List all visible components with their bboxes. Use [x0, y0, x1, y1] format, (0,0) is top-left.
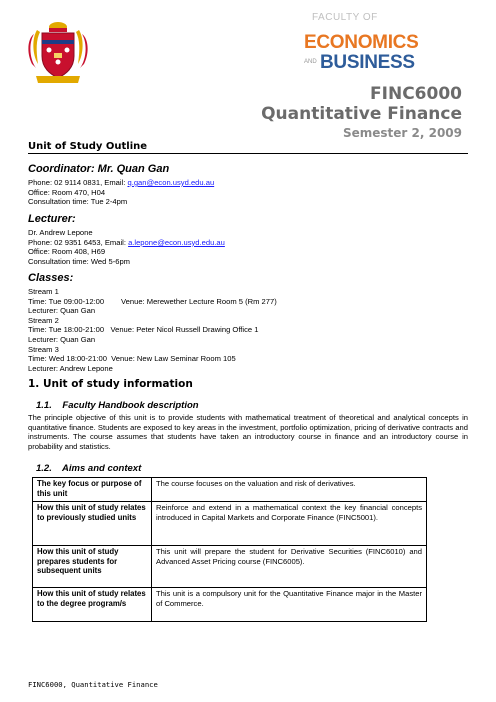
- lecturer-name: Dr. Andrew Lepone: [28, 228, 93, 237]
- university-crest-logo: [28, 20, 88, 86]
- aims-key: How this unit of study relates to the degree program/s: [33, 588, 152, 622]
- classes-line: Time: Tue 09:00-12:00 Venue: Merewether Lecture Room 5 (Rm 277): [28, 296, 277, 306]
- aims-value: Reinforce and extend in a mathematical context the key financial concepts introduced in Capital Markets and Corporate Finance (FINC5001).: [152, 502, 427, 546]
- table-row: [33, 478, 427, 502]
- coordinator-heading: Coordinator: Mr. Quan Gan: [28, 163, 170, 175]
- lecturer-heading: Lecturer:: [28, 213, 76, 225]
- section-1-2-heading: 1.2. Aims and context: [36, 463, 142, 474]
- faculty-logo-economics: ECONOMICS: [304, 32, 419, 53]
- classes-line: Lecturer: Andrew Lepone: [28, 363, 113, 373]
- semester-label: Semester 2, 2009: [342, 126, 462, 140]
- table-row: [33, 546, 427, 588]
- lecturer-phone: Phone: 02 9351 6453, Email:: [28, 237, 129, 247]
- classes-line: Lecturer: Quan Gan: [28, 334, 96, 344]
- aims-key: The key focus or purpose of this unit: [33, 478, 152, 502]
- classes-line: Time: Tue 18:00-21:00 Venue: Peter Nicol Russell Drawing Office 1: [28, 325, 259, 335]
- table-row: [33, 588, 427, 622]
- classes-heading: Classes:: [28, 272, 74, 284]
- aims-value: This unit is a compulsory unit for the Quantitative Finance major in the Master of Commerce.: [152, 588, 427, 622]
- coordinator-email-link[interactable]: q.gan@econ.usyd.edu.au: [127, 178, 215, 187]
- aims-table: [32, 477, 427, 622]
- coordinator-office: Office: Room 470, H04: [28, 187, 106, 197]
- unit-title: Quantitative Finance: [261, 104, 462, 124]
- lecturer-contact: [28, 238, 225, 248]
- classes-line: Time: Wed 18:00-21:00 Venue: New Law Seminar Room 105: [28, 354, 236, 364]
- faculty-logo-and: AND: [304, 59, 317, 65]
- aims-value: This unit will prepare the student for Derivative Securities (FINC6010) and Advanced Asset Pricing course (FINC6005).: [152, 546, 427, 588]
- faculty-logo-business: BUSINESS: [320, 52, 415, 73]
- table-row: [33, 502, 427, 546]
- classes-line: Stream 3: [28, 344, 59, 354]
- lecturer-email-link[interactable]: a.lepone@econ.usyd.edu.au: [128, 237, 225, 247]
- lecturer-consultation: Consultation time: Wed 5-6pm: [28, 256, 131, 266]
- classes-list: [28, 287, 277, 373]
- classes-line: Lecturer: Quan Gan: [28, 306, 96, 316]
- faculty-logo-line1: FACULTY OF: [312, 12, 378, 23]
- classes-line: Stream 1: [28, 287, 59, 296]
- coordinator-consultation: Consultation time: Tue 2-4pm: [28, 197, 128, 207]
- section-1-heading: 1. Unit of study information: [28, 378, 193, 390]
- page-footer: FINC6000, Quantitative Finance: [28, 680, 158, 689]
- classes-line: Stream 2: [28, 315, 59, 325]
- coordinator-contact: [28, 178, 214, 188]
- section-1-1-heading: 1.1. Faculty Handbook description: [36, 400, 199, 411]
- aims-key: How this unit of study prepares students for subsequent units: [33, 546, 152, 588]
- unit-code: FINC6000: [370, 84, 462, 104]
- aims-value: The course focuses on the valuation and risk of derivatives.: [152, 478, 427, 502]
- outline-heading: Unit of Study Outline: [28, 141, 468, 154]
- lecturer-office: Office: Room 408, H69: [28, 247, 106, 257]
- aims-key: How this unit of study relates to previously studied units: [33, 502, 152, 546]
- faculty-logo: [300, 12, 470, 82]
- coordinator-phone: Phone: 02 9114 0831, Email:: [28, 178, 128, 187]
- handbook-description: The principle objective of this unit is to provide students with mathematical treatment of theoretical and analytical concepts in quantitative finance. Students are exposed to key areas in the investment, portfolio optimization, pricing of derivative contracts and instruments. The course assumes that students have taken an introductory course in finance and an introductory course in probability and statistics.: [28, 413, 468, 451]
